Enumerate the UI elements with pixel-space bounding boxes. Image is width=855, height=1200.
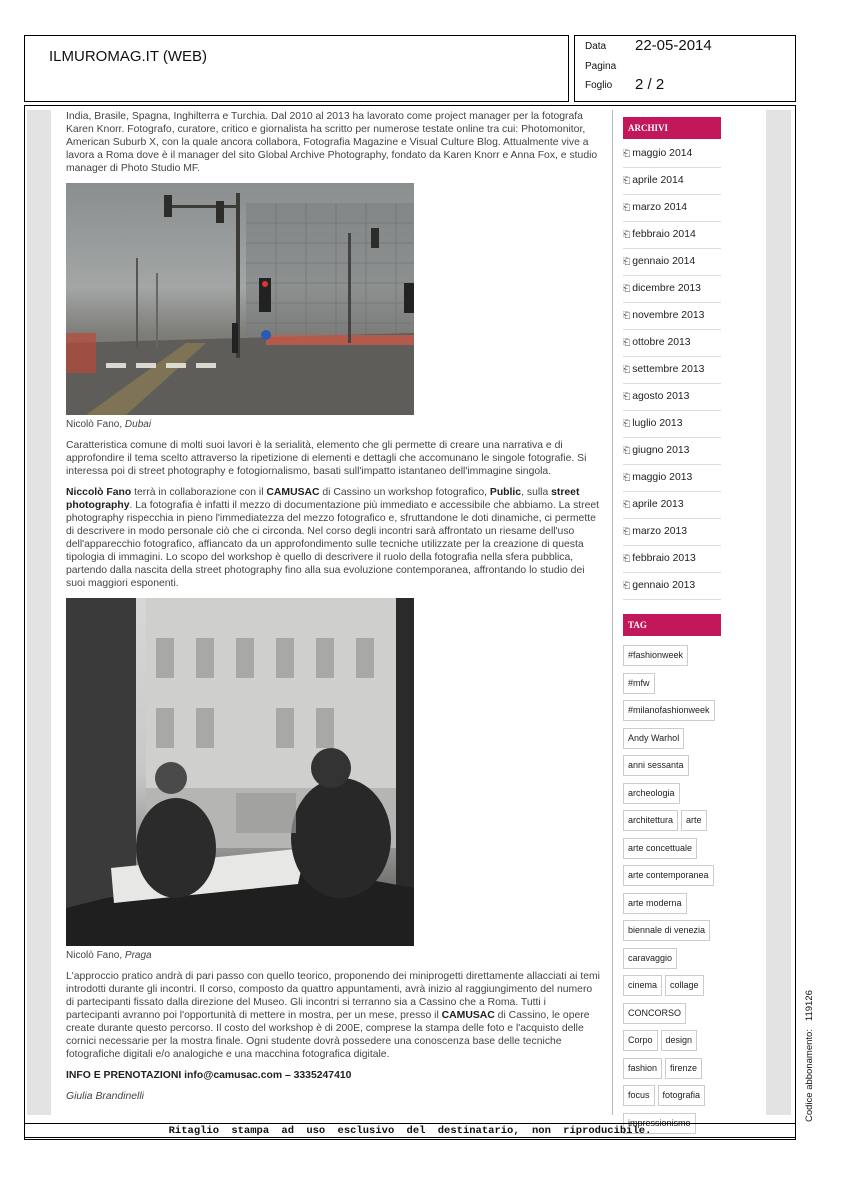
tag-link[interactable]: architettura xyxy=(623,810,678,831)
folder-icon: ⎗ xyxy=(623,391,631,401)
caption-place: Praga xyxy=(124,950,152,961)
tag-row xyxy=(623,725,733,753)
sidebar xyxy=(623,117,733,1137)
code-label: Codice abbonamento: xyxy=(804,1029,815,1122)
archive-link[interactable] xyxy=(623,357,721,384)
archive-label: settembre 2013 xyxy=(632,364,705,375)
para2-text-d: . La fotografia è infatti il mezzo di documentazione più immediato e accessibile che abbiamo. La street photography rispecchia in pieno l'immediatezza del mezzo fotografico e, sfruttandone le doti dinamiche, ci permette di descrivere in modo personale ciò che ci circonda. Nel corso degli incontri sarà affrontato un riesame dell'uso dell'apparecchio fotografico, affiancato da un approfondimento sulle tecniche utilizzate per la creazione di questa tipologia di immagini. Lo scopo del workshop è quello di descrivere il ruolo della fotografia nella sfera pubblica, partendo dalla nascita della street photography fino alla sua evoluzione contemporanea, affrontando lo studio dei suoi maggiori esponenti. xyxy=(66,500,600,589)
folder-icon: ⎗ xyxy=(623,283,631,293)
folder-icon: ⎗ xyxy=(623,445,631,455)
archive-label: maggio 2013 xyxy=(632,472,693,483)
folder-icon: ⎗ xyxy=(623,256,631,266)
author-name: Giulia Brandinelli xyxy=(66,1091,144,1102)
street-photography-term: street photography xyxy=(66,487,580,511)
folder-icon: ⎗ xyxy=(623,580,631,590)
info-label: INFO E PRENOTAZIONI xyxy=(66,1070,185,1081)
para2-text-a: terrà in collaborazione con il xyxy=(131,487,267,498)
tag-link[interactable]: biennale di venezia xyxy=(623,920,710,941)
date-label: Data xyxy=(585,41,607,52)
caption-dubai xyxy=(66,418,601,431)
archive-label: gennaio 2013 xyxy=(632,580,696,591)
tag-row xyxy=(623,670,733,698)
right-gutter xyxy=(766,110,791,1115)
tag-link[interactable]: fashion xyxy=(623,1058,662,1079)
camusac-name: CAMUSAC xyxy=(441,1010,495,1021)
tag-link[interactable]: focus xyxy=(623,1085,655,1106)
tag-row xyxy=(623,945,733,973)
article-intro: India, Brasile, Spagna, Inghilterra e Turchia. Dal 2010 al 2013 ha lavorato come project manager per la fotografa Karen Knorr. Fotografo, curatore, critico e giornalista ha scritto per numerose testate online tra cui: Photomonitor, American Suburb X, con la quale ancora collabora, Fotografia Magazine e Visual Culture Blog. Attualmente vive a lavora a Roma dove è il manager del sito Global Archive Photography, fondato da Karen Knorr e Anna Fox, e studio manager di Photo Studio MF. xyxy=(66,111,598,174)
tag-row xyxy=(623,1027,733,1055)
folder-icon: ⎗ xyxy=(623,202,631,212)
info-line xyxy=(66,1069,601,1082)
article-para-1: Caratteristica comune di molti suoi lavori è la serialità, elemento che gli permette di creare una narrativa e di approfondire il tema scelto attraverso la ripetizione di elementi e dettagli che accomunano le singole fotografie. Si interessa poi di street photography e fotogiornalismo, basati sull'impatto istantaneo dell'immagine singola. xyxy=(66,440,587,477)
workshop-name: Public xyxy=(489,487,522,498)
clipping-notice: Ritaglio stampa ad uso esclusivo del destinatario, non riproducibile. xyxy=(24,1123,796,1140)
tag-link[interactable]: #milanofashionweek xyxy=(623,700,715,721)
tag-row xyxy=(623,835,733,863)
camusac-name: CAMUSAC xyxy=(266,487,320,498)
tag-row xyxy=(623,972,733,1000)
para2-text-b: di Cassino un workshop fotografico, xyxy=(319,487,490,498)
archive-link[interactable] xyxy=(623,411,721,438)
folder-icon: ⎗ xyxy=(623,418,631,428)
archive-label: aprile 2014 xyxy=(632,175,684,186)
article-column xyxy=(66,110,601,1111)
info-phone: – 3335247410 xyxy=(282,1070,352,1081)
folder-icon: ⎗ xyxy=(623,148,631,158)
tag-row xyxy=(623,752,733,780)
archive-link[interactable] xyxy=(623,168,721,195)
article-author xyxy=(66,1090,601,1103)
publication-box xyxy=(24,35,569,102)
page-label: Pagina xyxy=(585,61,617,72)
caption-author: Nicolò Fano, xyxy=(66,950,125,961)
tag-link[interactable]: cinema xyxy=(623,975,662,996)
photographer-name: Niccolò Fano xyxy=(66,487,132,498)
left-gutter xyxy=(27,110,51,1115)
tag-link[interactable]: #fashionweek xyxy=(623,645,688,666)
tag-link[interactable]: anni sessanta xyxy=(623,755,689,776)
tag-link[interactable]: firenze xyxy=(665,1058,702,1079)
archive-label: aprile 2013 xyxy=(632,499,684,510)
para3-text-b: di Cassino, le opere create durante questo percorso. Il costo del workshop è di 200E, comprese la stampa delle foto e l'acquisto delle cornici necessarie per la mostra finale. Ogni studente dovrà possedere una conoscenza base delle tecniche fotografiche digitali e/o analogiche e una macchina fotografica digitale. xyxy=(66,1010,590,1060)
photo-dubai xyxy=(66,183,414,415)
folder-icon: ⎗ xyxy=(623,553,631,563)
tag-row xyxy=(623,1055,733,1083)
folder-icon: ⎗ xyxy=(623,364,631,374)
tag-link[interactable]: arte xyxy=(681,810,707,831)
archive-label: agosto 2013 xyxy=(632,391,690,402)
tag-link[interactable]: Corpo xyxy=(623,1030,658,1051)
archive-link[interactable] xyxy=(623,195,721,222)
archive-link[interactable] xyxy=(623,546,721,573)
tag-link[interactable]: impressionismo xyxy=(623,1113,696,1134)
para3-text-a: L'approccio pratico andrà di pari passo con quello teorico, proponendo dei miniprogetti direttamente allacciati ai temi introdotti durante gli incontri. Il corso, composto da quattro appuntamenti, avrà inizio al raggiungimento del numero di partecipanti fissato dalla direzione del Museo. Gli incontri si terranno sia a Cassino che a Roma. Tutti i partecipanti avranno poi l'opportunità di mettere in mostra, per un mese, presso il xyxy=(66,971,600,1021)
subscription-code xyxy=(804,990,815,1122)
publication-name: ILMUROMAG.IT (WEB) xyxy=(49,48,208,65)
folder-icon: ⎗ xyxy=(623,337,631,347)
tag-row xyxy=(623,780,733,808)
tag-row xyxy=(623,642,733,670)
tag-link[interactable]: design xyxy=(661,1030,698,1051)
tag-link[interactable]: collage xyxy=(665,975,704,996)
info-email: info@camusac.com xyxy=(184,1070,283,1081)
folder-icon: ⎗ xyxy=(623,229,631,239)
tag-link[interactable]: archeologia xyxy=(623,783,680,804)
archive-label: gennaio 2014 xyxy=(632,256,696,267)
caption-place: Dubai xyxy=(124,419,152,430)
folder-icon: ⎗ xyxy=(623,499,631,509)
archive-label: ottobre 2013 xyxy=(632,337,691,348)
folder-icon: ⎗ xyxy=(623,472,631,482)
archive-link[interactable] xyxy=(623,330,721,357)
photo-praga xyxy=(66,598,414,946)
archive-link[interactable] xyxy=(623,303,721,330)
tag-link[interactable]: caravaggio xyxy=(623,948,677,969)
tag-row xyxy=(623,1000,733,1028)
folder-icon: ⎗ xyxy=(623,526,631,536)
date-value: 22-05-2014 xyxy=(635,37,712,54)
archive-link[interactable] xyxy=(623,519,721,546)
folder-icon: ⎗ xyxy=(623,310,631,320)
archive-link[interactable] xyxy=(623,222,721,249)
archive-list xyxy=(623,141,733,600)
sheet-value: 2 / 2 xyxy=(635,76,665,93)
caption-praga xyxy=(66,949,601,962)
archive-label: marzo 2013 xyxy=(632,526,688,537)
date-page-box xyxy=(574,35,796,102)
praga-cafe-image xyxy=(66,598,414,946)
tag-header: TAG xyxy=(623,614,721,636)
archive-link[interactable] xyxy=(623,249,721,276)
archive-link[interactable] xyxy=(623,573,721,600)
tag-link[interactable]: CONCORSO xyxy=(623,1003,686,1024)
tag-link[interactable]: fotografia xyxy=(658,1085,706,1106)
caption-author: Nicolò Fano, xyxy=(66,419,125,430)
archive-link[interactable] xyxy=(623,465,721,492)
tag-link[interactable]: arte contemporanea xyxy=(623,865,714,886)
archive-label: marzo 2014 xyxy=(632,202,688,213)
archive-label: novembre 2013 xyxy=(632,310,705,321)
tag-link[interactable]: #mfw xyxy=(623,673,655,694)
code-value: 119126 xyxy=(804,990,815,1022)
archive-label: luglio 2013 xyxy=(632,418,683,429)
article-para-3 xyxy=(66,970,601,1061)
tag-link[interactable]: arte concettuale xyxy=(623,838,697,859)
archive-link[interactable] xyxy=(623,492,721,519)
tag-link[interactable]: arte moderna xyxy=(623,893,687,914)
tag-row xyxy=(623,890,733,918)
archive-label: maggio 2014 xyxy=(632,148,693,159)
archivi-header: ARCHIVI xyxy=(623,117,721,139)
archive-link[interactable] xyxy=(623,276,721,303)
archive-label: dicembre 2013 xyxy=(632,283,701,294)
archive-link[interactable] xyxy=(623,438,721,465)
archive-label: febbraio 2014 xyxy=(632,229,696,240)
tag-row xyxy=(623,807,733,835)
archive-link[interactable] xyxy=(623,384,721,411)
article-para-2 xyxy=(66,486,601,590)
column-divider xyxy=(612,110,613,1115)
tag-row xyxy=(623,917,733,945)
tag-row xyxy=(623,697,733,725)
dubai-street-image xyxy=(66,183,414,415)
archive-link[interactable] xyxy=(623,141,721,168)
folder-icon: ⎗ xyxy=(623,175,631,185)
archive-label: febbraio 2013 xyxy=(632,553,696,564)
sheet-label: Foglio xyxy=(585,80,613,91)
tag-row xyxy=(623,1082,733,1110)
tag-list xyxy=(623,642,733,1137)
tag-row xyxy=(623,862,733,890)
tag-link[interactable]: Andy Warhol xyxy=(623,728,684,749)
archive-label: giugno 2013 xyxy=(632,445,690,456)
para2-text-c: , sulla xyxy=(521,487,552,498)
